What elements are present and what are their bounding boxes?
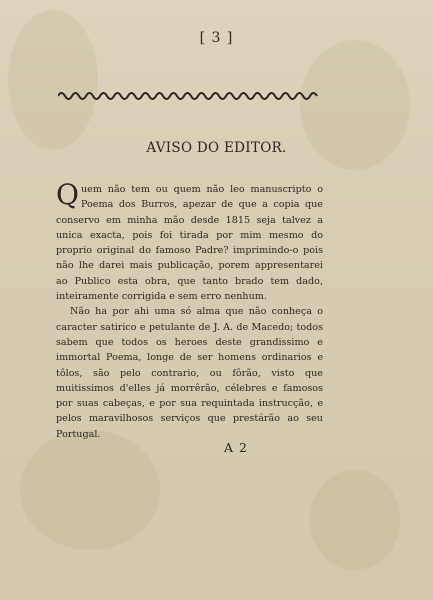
wavy-rule-ornament <box>58 90 320 102</box>
paragraph: Não ha por ahi uma só alma que não conheça o caracter satirico e petulante de J. A. de Macedo; todos sabem que todos os heroes deste grandissimo e immortal Poema, longe de ser homens ordinarios e tôlos, são pelo contrario, ou fôrão, visto que muitissimos d'elles já morrêrão, célebres e famosos por suas cabeças, e por sua requintada instrucção, e pelos maravilhosos serviços que prestárão ao seu Portugal. <box>56 306 323 440</box>
page-number: [ 3 ] <box>199 30 234 46</box>
paragraph: Quem não tem ou quem não leo manuscripto o Poema dos Burros, apezar de que a copia que conservo em minha mão desde 1815 seja talvez a unica exacta, pois foi tirada por mim mesmo do proprio original do famoso Padre? imprimindo-o pois não lhe darei mais publicação, porem appresentarei ao Publico esta obra, que tanto brado tem dado, inteiramente corrigida e sem erro nenhum. <box>56 178 323 303</box>
body-text <box>56 178 323 442</box>
paper-stain <box>310 470 400 570</box>
section-heading: AVISO DO EDITOR. <box>146 140 287 156</box>
signature-mark: A 2 <box>224 440 248 455</box>
paper-stain <box>20 430 160 550</box>
